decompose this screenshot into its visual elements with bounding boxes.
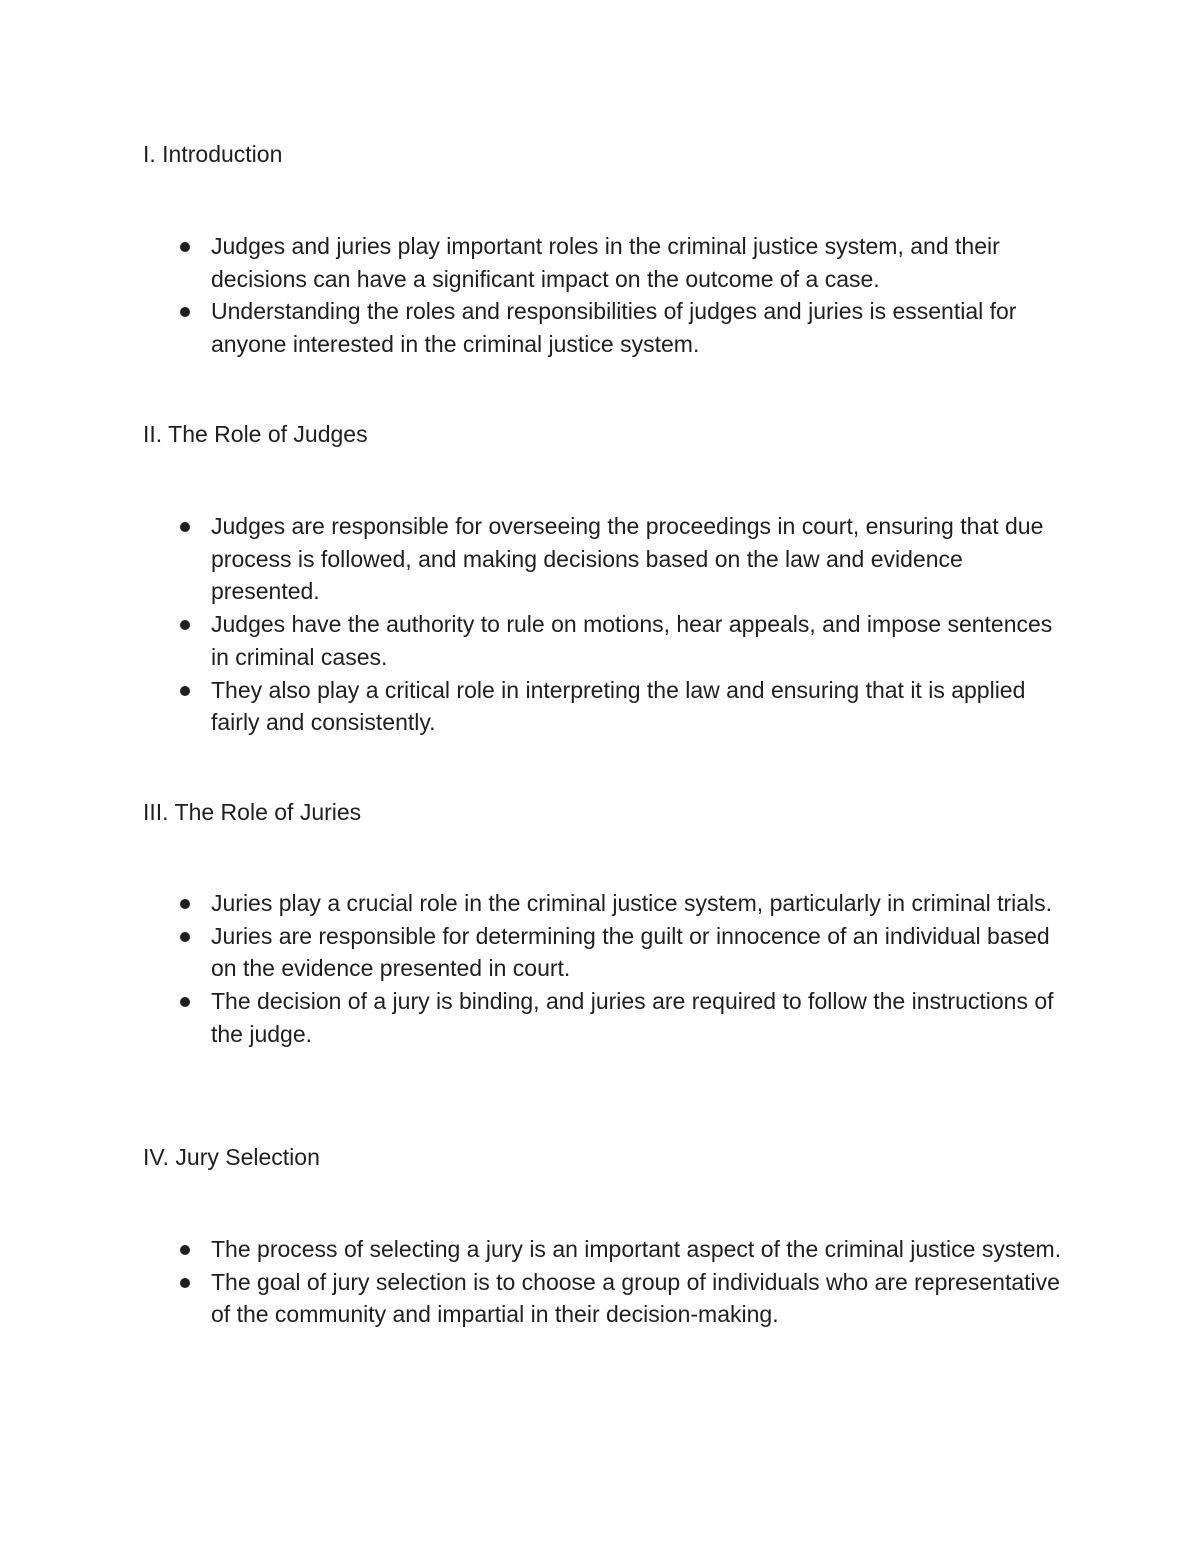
list-item xyxy=(143,920,1073,985)
bullet-icon xyxy=(180,686,190,696)
list-item-text: Judges have the authority to rule on motions, hear appeals, and impose sentences in criminal cases. xyxy=(211,611,1053,670)
bullet-list-role-of-juries xyxy=(143,887,1073,1051)
bullet-icon xyxy=(180,242,190,252)
list-item xyxy=(143,230,1073,295)
bullet-icon xyxy=(180,997,190,1007)
list-item-text: Juries play a crucial role in the criminal justice system, particularly in criminal trials. xyxy=(211,890,1053,916)
list-item xyxy=(143,1233,1073,1266)
list-item xyxy=(143,608,1073,673)
list-item-text: They also play a critical role in interpreting the law and ensuring that it is applied fairly and consistently. xyxy=(211,676,1026,736)
bullet-list-introduction xyxy=(143,230,1073,361)
bullet-list-jury-selection xyxy=(143,1233,1073,1331)
list-item-text: Judges and juries play important roles in the criminal justice system, and their decisions can have a significant impact on the outcome of a case. xyxy=(211,233,1000,292)
list-item-text: The goal of jury selection is to choose a group of individuals who are representative of the community and impartial in their decision-making. xyxy=(211,1268,1060,1328)
list-item-text: The decision of a jury is binding, and juries are required to follow the instructions of the judge. xyxy=(211,988,1054,1047)
list-item xyxy=(143,674,1073,739)
list-item xyxy=(143,887,1073,920)
list-item-text: Judges are responsible for overseeing the proceedings in court, ensuring that due process is followed, and making decisions based on the law and evidence presented. xyxy=(211,513,1044,605)
section-heading-role-of-judges: II. The Role of Judges xyxy=(143,421,368,447)
section-heading-introduction: I. Introduction xyxy=(143,141,283,167)
bullet-icon xyxy=(180,1245,190,1255)
list-item xyxy=(143,1266,1073,1331)
bullet-icon xyxy=(180,620,190,630)
bullet-icon xyxy=(180,307,190,317)
bullet-icon xyxy=(180,899,190,909)
list-item-text: The process of selecting a jury is an important aspect of the criminal justice system. xyxy=(211,1236,1062,1262)
bullet-icon xyxy=(180,522,190,532)
bullet-icon xyxy=(180,932,190,942)
bullet-list-role-of-judges xyxy=(143,510,1073,739)
list-item xyxy=(143,295,1073,360)
list-item xyxy=(143,985,1073,1050)
section-heading-jury-selection: IV. Jury Selection xyxy=(143,1144,320,1170)
list-item xyxy=(143,510,1073,608)
bullet-icon xyxy=(180,1278,190,1288)
section-heading-role-of-juries: III. The Role of Juries xyxy=(143,799,362,825)
list-item-text: Juries are responsible for determining the guilt or innocence of an individual based on the evidence presented in court. xyxy=(211,922,1050,982)
list-item-text: Understanding the roles and responsibilities of judges and juries is essential for anyone interested in the criminal justice system. xyxy=(211,298,1017,358)
